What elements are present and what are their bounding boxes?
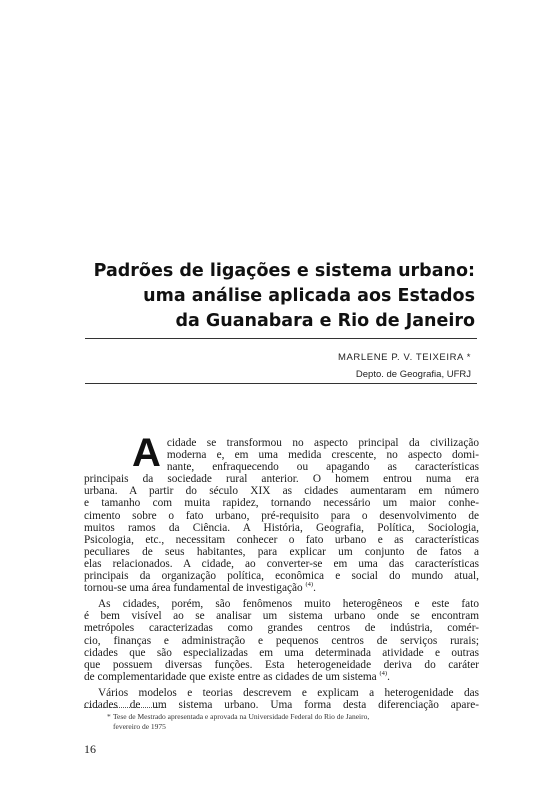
title-line: Padrões de ligações e sistema urbano: xyxy=(93,261,475,281)
paragraph-2 xyxy=(84,598,479,683)
author-block xyxy=(338,349,471,383)
text-line: elas relacionados. A cidade, ao converter-se em uma das características xyxy=(84,557,479,570)
title-line: uma análise aplicada aos Estados xyxy=(143,286,475,306)
text-line: cidades de um sistema urbano. Uma forma desta diferenciação apare- xyxy=(84,698,479,711)
text-line: é bem visível ao se analisar um sistema urbano onde se encontram xyxy=(84,610,479,623)
citation-ref: (4) xyxy=(379,670,388,678)
title-rule xyxy=(85,338,477,339)
text-line: As cidades, porém, são fenômenos muito heterogêneos e este fato xyxy=(98,598,479,611)
title-line: da Guanabara e Rio de Janeiro xyxy=(175,311,475,331)
text-line: Psicologia, etc., necessitam conhecer o fato urbano e as características xyxy=(84,533,479,546)
text-line: tornou-se uma área fundamental de investigação $^{(4)}$. xyxy=(84,582,316,595)
text-line: principais da organização política, econômica e social do mundo atual, xyxy=(84,570,479,583)
footnote-line: fevereiro de 1975 xyxy=(113,722,166,731)
text-line: principais da sociedade rural anterior. O homem entrou numa era xyxy=(84,473,479,486)
author-rule xyxy=(85,383,477,384)
text-line: e tamanho com muita rapidez, tornando necessário um maior conhe- xyxy=(84,497,479,510)
text-line: cio, finanças e administração e pequenos centros de serviços rurais; xyxy=(84,634,479,647)
footnote-rule xyxy=(84,707,164,708)
text-line-content: de complementaridade que existe entre as cidades de um sistema xyxy=(84,670,377,683)
text-line: moderna e, em uma medida crescente, no aspecto domi- xyxy=(166,449,479,462)
text-line: cimento sobre o fato urbano, pré-requisito para o desenvolvimento de xyxy=(84,509,479,522)
article-title xyxy=(75,259,475,334)
paragraph-1 xyxy=(84,431,479,595)
author-affiliation: Depto. de Geografia, UFRJ xyxy=(355,369,471,380)
article-body xyxy=(84,431,479,711)
text-line: Vários modelos e teorias descrevem e explicam a heterogenidade das xyxy=(98,686,479,699)
drop-cap: A xyxy=(132,431,161,475)
text-line: de complementaridade que existe entre as cidades de um sistema $^{(4)}$. xyxy=(84,670,390,683)
page-number: 16 xyxy=(84,742,96,756)
footnote-line: Tese de Mestrado apresentada e aprovada na Universidade Federal do Rio de Janeiro, xyxy=(113,712,370,721)
author-name: MARLENE P. V. TEIXEIRA * xyxy=(337,352,471,363)
text-line: metrópoles caracterizadas como grandes centros de indústria, comér- xyxy=(84,622,479,635)
text-line: urbana. A partir do século XIX as cidades aumentaram em número xyxy=(84,485,479,498)
footnote-mark: * xyxy=(107,712,111,721)
text-line: cidades que são especializadas em uma determinada atividade e outras xyxy=(84,646,479,659)
text-line: muitos ramos da Ciência. A História, Geografia, Política, Sociologia, xyxy=(84,521,479,534)
text-line: cidade se transformou no aspecto principal da civilização xyxy=(166,437,479,449)
text-line: que possuem diversas funções. Esta heterogeneidade deriva do caráter xyxy=(84,658,479,671)
text-line: nante, enfraquecendo ou apagando as características xyxy=(166,461,479,474)
citation-ref: (4) xyxy=(305,582,314,589)
text-line: peculiares de seus habitantes, para explicar um conjunto de fatos a xyxy=(84,545,479,558)
footnote xyxy=(107,712,479,732)
text-line-content: tornou-se uma área fundamental de investigação xyxy=(84,582,303,595)
